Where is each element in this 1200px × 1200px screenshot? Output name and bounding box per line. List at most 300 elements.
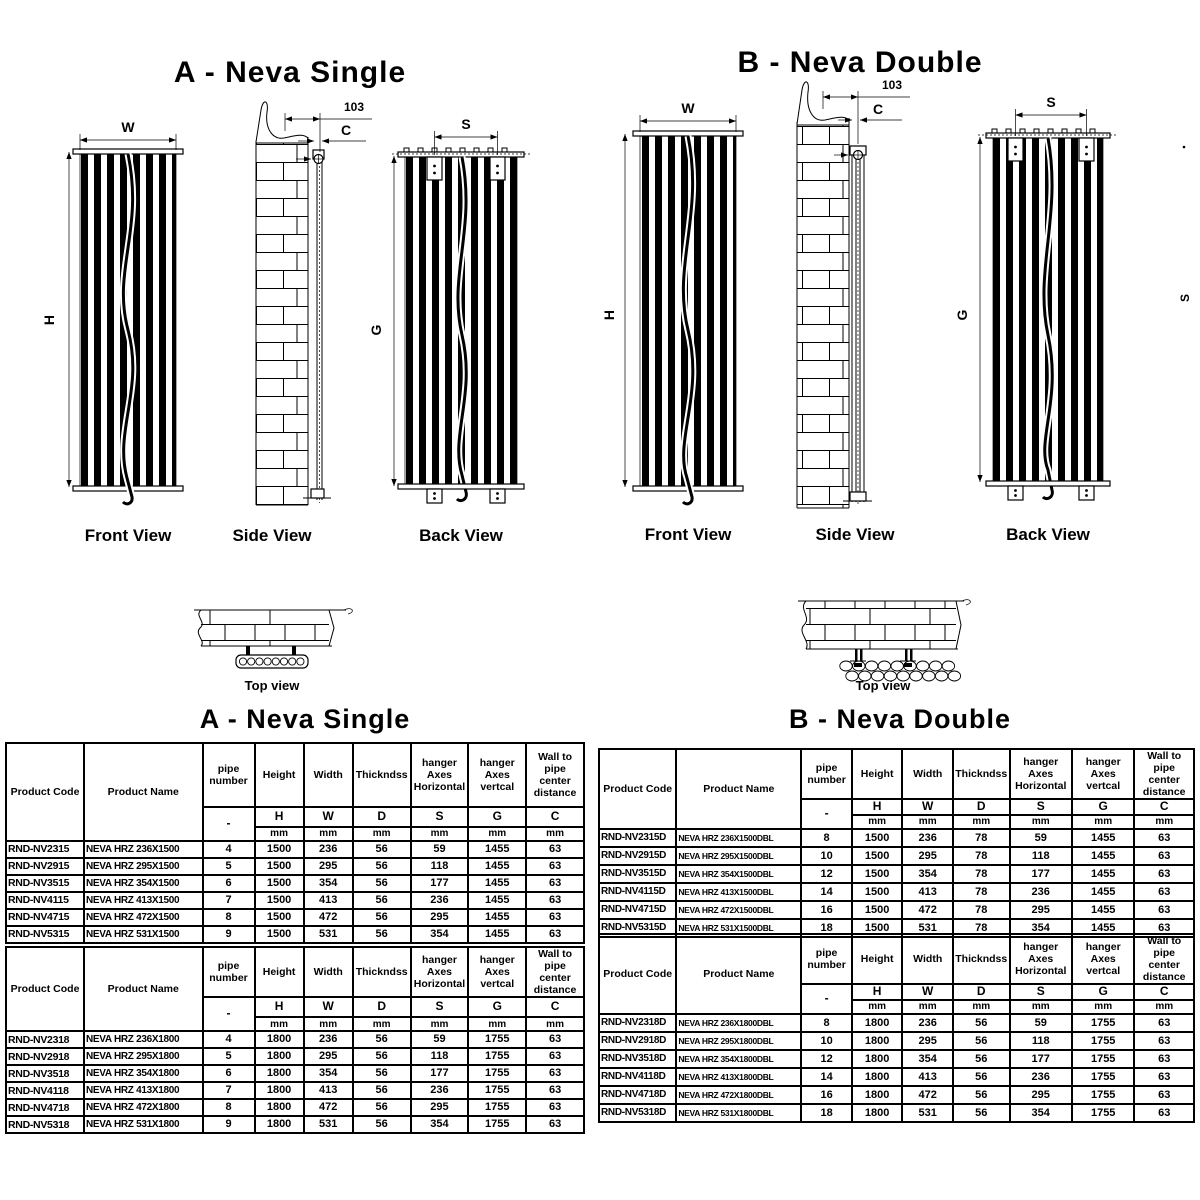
front-view-b xyxy=(601,100,743,504)
unit-cell: mm xyxy=(411,827,469,841)
table-cell: 63 xyxy=(526,858,584,875)
table-cell: 63 xyxy=(1134,865,1194,883)
table-cell: 413 xyxy=(304,1082,353,1099)
table-cell: 1755 xyxy=(1072,1068,1134,1086)
table-cell: NEVA HRZ 472X1500DBL xyxy=(676,901,801,919)
label-h-a: H xyxy=(41,314,57,326)
col-header-pipe-number: pipe number xyxy=(203,947,255,997)
table-cell: RND-NV3515D xyxy=(599,865,676,883)
table-cell: 10 xyxy=(801,1032,852,1050)
col-header-pipe-number: pipe number xyxy=(203,743,255,807)
bracket-bottom-left-a xyxy=(427,489,442,503)
table-row xyxy=(6,858,584,875)
table-cell: 1500 xyxy=(852,901,903,919)
table-cell: RND-NV4118D xyxy=(599,1068,676,1086)
table-cell: 63 xyxy=(526,892,584,909)
unit-cell: mm xyxy=(1072,1000,1134,1014)
table-cell: 118 xyxy=(411,1048,469,1065)
table-cell: RND-NV2918 xyxy=(6,1048,84,1065)
table-cell: NEVA HRZ 236X1500 xyxy=(84,841,202,858)
table-cell: 236 xyxy=(1010,1068,1072,1086)
table-cell: RND-NV4115D xyxy=(599,883,676,901)
col-header-thickness: Thickndss xyxy=(953,934,1010,984)
spec-table-single-1500 xyxy=(5,742,585,944)
col-header-hanger-horizontal: hanger Axes Horizontal xyxy=(411,947,469,997)
table-a-title: A - Neva Single xyxy=(199,704,411,734)
col-header-product-code: Product Code xyxy=(6,947,84,1031)
table-row xyxy=(6,1065,584,1082)
table-cell: 1755 xyxy=(468,1048,526,1065)
col-header-hanger-vertical: hanger Axes vertcal xyxy=(468,947,526,997)
table-cell: 56 xyxy=(353,892,411,909)
top-posts-b xyxy=(850,649,916,661)
table-row xyxy=(6,841,584,858)
table-cell: 354 xyxy=(411,926,469,943)
table-cell: 177 xyxy=(411,1065,469,1082)
table-cell: NEVA HRZ 413X1500 xyxy=(84,892,202,909)
table-cell: 1500 xyxy=(852,883,903,901)
table-cell: 8 xyxy=(801,1014,852,1032)
unit-cell: mm xyxy=(953,815,1010,829)
table-cell: 78 xyxy=(953,865,1010,883)
table-cell: 63 xyxy=(526,1048,584,1065)
table-cell: 59 xyxy=(1010,1014,1072,1032)
table-cell: 1455 xyxy=(468,892,526,909)
table-cell: RND-NV3518 xyxy=(6,1065,84,1082)
table-cell: 56 xyxy=(953,1050,1010,1068)
table-cell: 354 xyxy=(902,865,953,883)
col-letter-w: W xyxy=(304,807,353,827)
bracket-top-right-b xyxy=(1079,138,1094,161)
table-cell: 56 xyxy=(353,858,411,875)
table-cell: 63 xyxy=(1134,919,1194,937)
table-cell: NEVA HRZ 295X1800 xyxy=(84,1048,202,1065)
table-cell: 56 xyxy=(353,1082,411,1099)
table-cell: 63 xyxy=(526,1099,584,1116)
table-cell: 63 xyxy=(1134,1032,1194,1050)
col-header-product-name: Product Name xyxy=(676,749,801,829)
table-cell: NEVA HRZ 354X1500DBL xyxy=(676,865,801,883)
table-single-1800-wrap xyxy=(5,946,585,1134)
col-header-product-code: Product Code xyxy=(599,934,676,1014)
table-cell: 531 xyxy=(304,1116,353,1133)
diagram-b-drawing xyxy=(600,0,1200,700)
table-cell: 10 xyxy=(801,847,852,865)
table-cell: 1455 xyxy=(1072,883,1134,901)
table-cell: 5 xyxy=(203,858,255,875)
front-view-a xyxy=(41,119,183,504)
label-s-a: S xyxy=(461,116,471,132)
dim-g-b xyxy=(954,137,980,482)
dim-w-a xyxy=(80,119,176,150)
table-cell: 1800 xyxy=(255,1099,304,1116)
table-cell: 472 xyxy=(902,1086,953,1104)
table-cell: 56 xyxy=(953,1086,1010,1104)
side-view-b xyxy=(797,78,910,508)
unit-cell: mm xyxy=(526,827,584,841)
label-w-a: W xyxy=(121,119,135,135)
table-cell: RND-NV4718D xyxy=(599,1086,676,1104)
table-row xyxy=(6,1116,584,1133)
unit-cell: mm xyxy=(353,1017,411,1031)
unit-cell: mm xyxy=(255,1017,304,1031)
table-cell: 472 xyxy=(304,909,353,926)
col-header-width: Width xyxy=(304,743,353,807)
table-cell: 1755 xyxy=(1072,1032,1134,1050)
table-cell: 236 xyxy=(304,841,353,858)
table-cell: 1455 xyxy=(468,858,526,875)
table-cell: 78 xyxy=(953,883,1010,901)
table-cell: NEVA HRZ 413X1800DBL xyxy=(676,1068,801,1086)
caption-back-a: Back View xyxy=(419,526,503,545)
col-letter-d: D xyxy=(953,984,1010,1000)
table-cell: NEVA HRZ 472X1500 xyxy=(84,909,202,926)
table-cell: 1500 xyxy=(255,858,304,875)
unit-cell: mm xyxy=(1134,1000,1194,1014)
table-cell: 56 xyxy=(353,1065,411,1082)
hanger-hooks-b xyxy=(992,129,1095,133)
table-cell: 354 xyxy=(411,1116,469,1133)
unit-cell: mm xyxy=(902,815,953,829)
table-cell: 1800 xyxy=(255,1116,304,1133)
table-cell: RND-NV5315D xyxy=(599,919,676,937)
table-cell: 236 xyxy=(902,1014,953,1032)
top-view-a xyxy=(194,609,352,668)
col-letter-h: H xyxy=(852,799,903,815)
table-cell: NEVA HRZ 295X1500 xyxy=(84,858,202,875)
table-cell: RND-NV2315D xyxy=(599,829,676,847)
table-cell: 295 xyxy=(1010,901,1072,919)
table-cell: NEVA HRZ 354X1800 xyxy=(84,1065,202,1082)
table-cell: 1800 xyxy=(255,1082,304,1099)
table-cell: 59 xyxy=(411,841,469,858)
label-h-b: H xyxy=(601,309,617,321)
table-cell: 56 xyxy=(353,909,411,926)
table-cell: 59 xyxy=(411,1031,469,1048)
table-double-1800-wrap xyxy=(598,933,1195,1123)
label-103-b: 103 xyxy=(881,78,903,92)
unit-cell: mm xyxy=(953,1000,1010,1014)
table-cell: 1755 xyxy=(468,1031,526,1048)
table-cell: RND-NV4115 xyxy=(6,892,84,909)
table-cell: 295 xyxy=(304,858,353,875)
table-cell: NEVA HRZ 531X1800DBL xyxy=(676,1104,801,1122)
table-cell: 56 xyxy=(353,875,411,892)
col-letter-d: D xyxy=(353,807,411,827)
table-cell: RND-NV4715D xyxy=(599,901,676,919)
table-cell: RND-NV4118 xyxy=(6,1082,84,1099)
table-cell: 1800 xyxy=(852,1050,903,1068)
table-cell: 9 xyxy=(203,926,255,943)
table-cell: 78 xyxy=(953,847,1010,865)
table-cell: 531 xyxy=(902,1104,953,1122)
table-cell: 18 xyxy=(801,1104,852,1122)
unit-cell: mm xyxy=(411,1017,469,1031)
label-s-b: S xyxy=(1046,94,1056,110)
table-cell: NEVA HRZ 413X1500DBL xyxy=(676,883,801,901)
back-view-b xyxy=(954,94,1116,500)
bracket-top-left-b xyxy=(1008,138,1023,161)
table-cell: 177 xyxy=(1010,865,1072,883)
table-cell: 354 xyxy=(304,1065,353,1082)
table-cell: RND-NV5318 xyxy=(6,1116,84,1133)
table-row xyxy=(599,847,1194,865)
dim-h-b xyxy=(601,134,625,487)
table-row xyxy=(6,1099,584,1116)
col-header-wall-distance: Wall to pipe center distance xyxy=(1134,934,1194,984)
col-header-hanger-horizontal: hanger Axes Horizontal xyxy=(1010,749,1072,799)
dim-c-b xyxy=(838,101,902,120)
table-cell: NEVA HRZ 472X1800 xyxy=(84,1099,202,1116)
table-cell: 56 xyxy=(353,1048,411,1065)
col-header-hanger-horizontal: hanger Axes Horizontal xyxy=(1010,934,1072,984)
label-c-b: C xyxy=(872,101,884,117)
col-header-height: Height xyxy=(852,749,903,799)
col-header-width: Width xyxy=(902,934,953,984)
table-cell: 59 xyxy=(1010,829,1072,847)
table-cell: 63 xyxy=(1134,1068,1194,1086)
table-cell: 1500 xyxy=(852,919,903,937)
table-row xyxy=(6,909,584,926)
table-cell: 7 xyxy=(203,892,255,909)
table-cell: 1755 xyxy=(1072,1086,1134,1104)
table-cell: 1800 xyxy=(255,1065,304,1082)
table-cell: 56 xyxy=(353,926,411,943)
table-cell: 1755 xyxy=(1072,1104,1134,1122)
table-cell: 1500 xyxy=(255,841,304,858)
table-cell: 63 xyxy=(1134,1104,1194,1122)
table-row xyxy=(599,1104,1194,1122)
table-cell: 56 xyxy=(953,1068,1010,1086)
table-cell: 1455 xyxy=(1072,829,1134,847)
table-cell: 6 xyxy=(203,1065,255,1082)
unit-cell: mm xyxy=(1010,815,1072,829)
table-cell: NEVA HRZ 531X1800 xyxy=(84,1116,202,1133)
table-cell: 63 xyxy=(526,926,584,943)
col-letter-h: H xyxy=(852,984,903,1000)
diagram-a-title: A - Neva Single xyxy=(173,56,407,89)
table-cell: 354 xyxy=(304,875,353,892)
table-cell: 295 xyxy=(902,847,953,865)
table-cell: 295 xyxy=(411,1099,469,1116)
table-cell: 1455 xyxy=(468,875,526,892)
table-cell: 63 xyxy=(526,1082,584,1099)
caption-front-b: Front View xyxy=(644,525,732,544)
table-cell: 5 xyxy=(203,1048,255,1065)
table-cell: 1800 xyxy=(852,1068,903,1086)
col-letter-g: G xyxy=(468,807,526,827)
table-row xyxy=(6,926,584,943)
unit-cell: mm xyxy=(468,1017,526,1031)
table-cell: 78 xyxy=(953,901,1010,919)
col-letter-w: W xyxy=(304,997,353,1017)
table-cell: 236 xyxy=(902,829,953,847)
table-cell: 472 xyxy=(902,901,953,919)
bracket-bottom-right-b xyxy=(1079,486,1094,500)
table-cell: 118 xyxy=(1010,847,1072,865)
table-cell: 8 xyxy=(203,909,255,926)
spec-table-double-1800 xyxy=(598,933,1195,1123)
col-header-height: Height xyxy=(852,934,903,984)
back-view-a xyxy=(368,116,530,503)
table-cell: 78 xyxy=(953,829,1010,847)
table-cell: 63 xyxy=(526,1031,584,1048)
table-cell: 56 xyxy=(353,841,411,858)
table-cell: 16 xyxy=(801,901,852,919)
col-letter-h: H xyxy=(255,807,304,827)
label-w-b: W xyxy=(681,100,695,116)
col-letter-c: C xyxy=(1134,984,1194,1000)
table-cell: 236 xyxy=(411,892,469,909)
table-double-1500-wrap xyxy=(598,748,1195,938)
dim-g-a xyxy=(368,156,394,486)
table-row xyxy=(599,1050,1194,1068)
diagram-b-title: B - Neva Double xyxy=(737,46,983,79)
caption-back-b: Back View xyxy=(1006,525,1090,544)
col-header-width: Width xyxy=(304,947,353,997)
table-cell: NEVA HRZ 236X1800DBL xyxy=(676,1014,801,1032)
col-header-thickness: Thickndss xyxy=(953,749,1010,799)
table-row xyxy=(6,1048,584,1065)
table-cell: RND-NV2315 xyxy=(6,841,84,858)
col-letter-w: W xyxy=(902,799,953,815)
table-cell: 8 xyxy=(801,829,852,847)
dim-w-b xyxy=(640,100,736,132)
table-cell: 63 xyxy=(1134,1086,1194,1104)
table-cell: 1500 xyxy=(852,829,903,847)
table-cell: 1755 xyxy=(1072,1050,1134,1068)
table-cell: 413 xyxy=(902,883,953,901)
table-row xyxy=(6,892,584,909)
table-cell: 1455 xyxy=(468,926,526,943)
table-cell: 63 xyxy=(1134,901,1194,919)
table-cell: 1800 xyxy=(852,1104,903,1122)
unit-cell: mm xyxy=(353,827,411,841)
col-header-pipe-number: pipe number xyxy=(801,749,852,799)
table-cell: 1755 xyxy=(1072,1014,1134,1032)
col-letter-s: S xyxy=(1010,984,1072,1000)
table-cell: 12 xyxy=(801,1050,852,1068)
unit-cell: mm xyxy=(1072,815,1134,829)
col-letter-w: W xyxy=(902,984,953,1000)
table-cell: 63 xyxy=(1134,883,1194,901)
table-cell: NEVA HRZ 354X1500 xyxy=(84,875,202,892)
table-cell: 63 xyxy=(1134,1050,1194,1068)
table-cell: 1755 xyxy=(468,1099,526,1116)
table-cell: 1455 xyxy=(1072,901,1134,919)
table-cell: RND-NV3518D xyxy=(599,1050,676,1068)
table-cell: 56 xyxy=(953,1014,1010,1032)
table-row xyxy=(599,901,1194,919)
table-cell: 9 xyxy=(203,1116,255,1133)
spec-table-double-1500 xyxy=(598,748,1195,938)
stray-s-label: S xyxy=(1178,293,1192,303)
hanger-hooks-a xyxy=(404,148,507,152)
table-row xyxy=(599,883,1194,901)
table-cell: 7 xyxy=(203,1082,255,1099)
table-cell: RND-NV2318D xyxy=(599,1014,676,1032)
table-cell: NEVA HRZ 295X1500DBL xyxy=(676,847,801,865)
col-subheader-dash: - xyxy=(801,984,852,1014)
table-cell: 63 xyxy=(526,1065,584,1082)
unit-cell: mm xyxy=(852,1000,903,1014)
table-row xyxy=(6,1031,584,1048)
table-cell: RND-NV2915D xyxy=(599,847,676,865)
table-cell: 8 xyxy=(203,1099,255,1116)
table-cell: 236 xyxy=(304,1031,353,1048)
col-letter-h: H xyxy=(255,997,304,1017)
table-cell: 78 xyxy=(953,919,1010,937)
table-cell: 63 xyxy=(1134,1014,1194,1032)
col-header-thickness: Thickndss xyxy=(353,743,411,807)
bracket-bottom-left-b xyxy=(1008,486,1023,500)
table-cell: 295 xyxy=(304,1048,353,1065)
table-row xyxy=(6,875,584,892)
col-subheader-dash: - xyxy=(801,799,852,829)
table-cell: NEVA HRZ 531X1500DBL xyxy=(676,919,801,937)
table-cell: NEVA HRZ 531X1500 xyxy=(84,926,202,943)
table-cell: 472 xyxy=(304,1099,353,1116)
table-cell: 295 xyxy=(411,909,469,926)
table-cell: 6 xyxy=(203,875,255,892)
table-row xyxy=(599,1086,1194,1104)
col-letter-g: G xyxy=(1072,984,1134,1000)
col-subheader-dash: - xyxy=(203,997,255,1031)
table-cell: 16 xyxy=(801,1086,852,1104)
table-cell: 56 xyxy=(353,1116,411,1133)
table-cell: 1755 xyxy=(468,1065,526,1082)
caption-side-b: Side View xyxy=(815,525,895,544)
table-cell: NEVA HRZ 472X1800DBL xyxy=(676,1086,801,1104)
col-header-product-name: Product Name xyxy=(84,743,202,841)
table-cell: 531 xyxy=(902,919,953,937)
table-cell: 63 xyxy=(1134,847,1194,865)
table-cell: NEVA HRZ 354X1800DBL xyxy=(676,1050,801,1068)
table-cell: 1800 xyxy=(852,1086,903,1104)
table-cell: 1500 xyxy=(255,926,304,943)
table-cell: 63 xyxy=(1134,829,1194,847)
col-letter-s: S xyxy=(411,807,469,827)
table-cell: 118 xyxy=(411,858,469,875)
table-cell: RND-NV2915 xyxy=(6,858,84,875)
table-cell: NEVA HRZ 295X1800DBL xyxy=(676,1032,801,1050)
table-cell: 118 xyxy=(1010,1032,1072,1050)
table-cell: 1500 xyxy=(255,892,304,909)
col-letter-c: C xyxy=(1134,799,1194,815)
table-single-1500-wrap xyxy=(5,742,585,944)
table-row xyxy=(599,1068,1194,1086)
diagram-a-drawing xyxy=(0,0,600,700)
caption-top-b: Top view xyxy=(855,678,911,693)
table-cell: 1800 xyxy=(255,1031,304,1048)
table-cell: NEVA HRZ 236X1500DBL xyxy=(676,829,801,847)
unit-cell: mm xyxy=(255,827,304,841)
table-cell: 56 xyxy=(353,1099,411,1116)
table-cell: 177 xyxy=(1010,1050,1072,1068)
table-cell: 56 xyxy=(953,1104,1010,1122)
table-cell: 1455 xyxy=(468,909,526,926)
table-cell: 354 xyxy=(902,1050,953,1068)
table-cell: 1455 xyxy=(1072,919,1134,937)
table-cell: RND-NV5315 xyxy=(6,926,84,943)
table-cell: 63 xyxy=(526,841,584,858)
top-view-b xyxy=(798,600,970,681)
unit-cell: mm xyxy=(304,827,353,841)
col-header-height: Height xyxy=(255,743,304,807)
table-row xyxy=(599,1032,1194,1050)
col-header-hanger-vertical: hanger Axes vertcal xyxy=(1072,934,1134,984)
col-header-hanger-horizontal: hanger Axes Horizontal xyxy=(411,743,469,807)
